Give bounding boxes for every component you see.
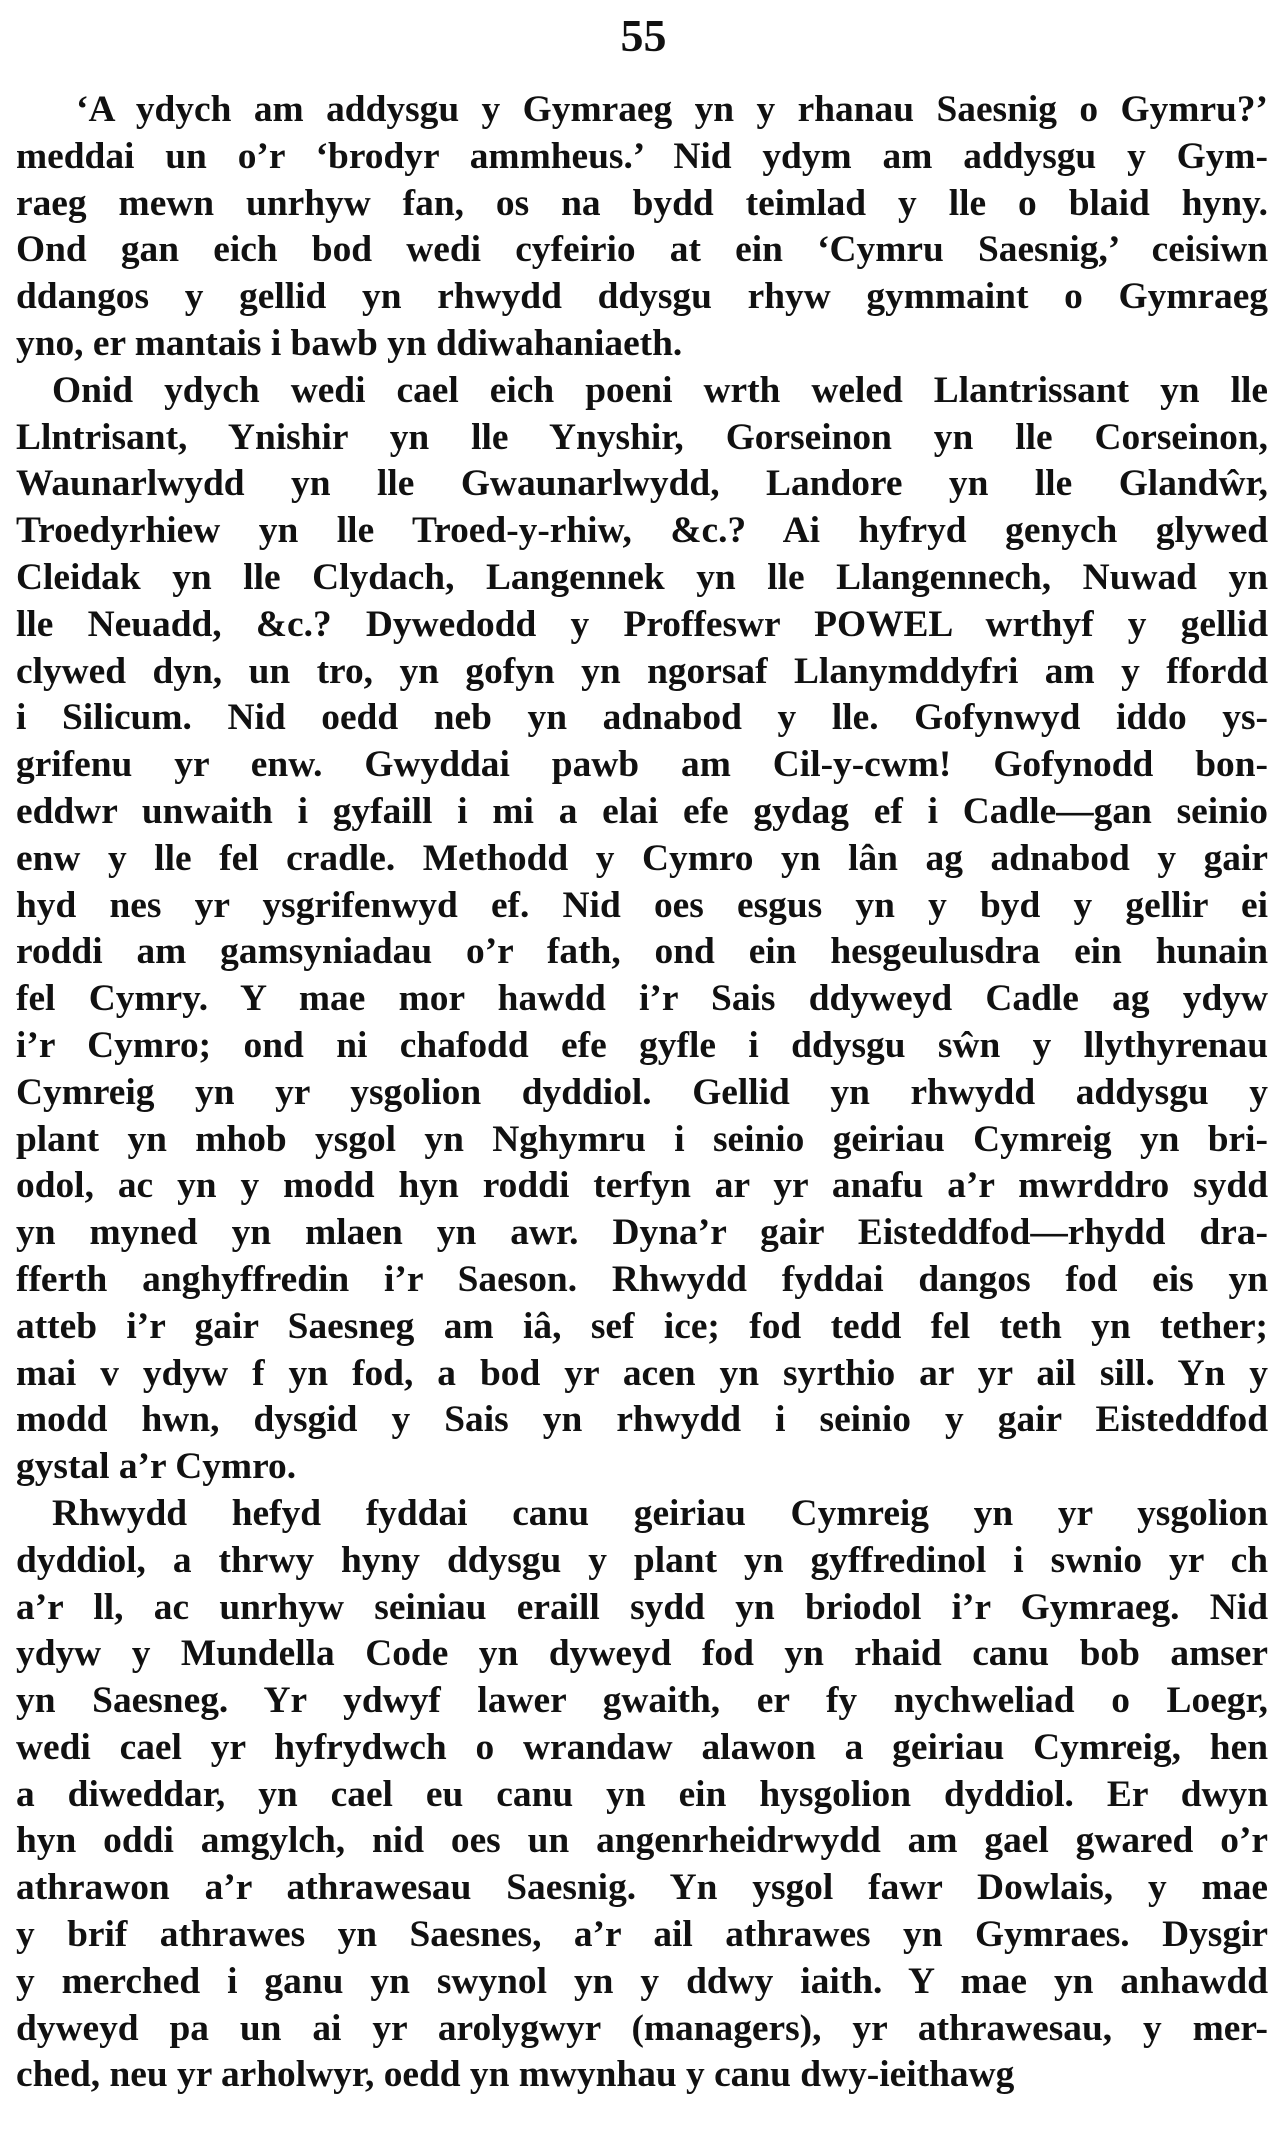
- text-line: Troedyrhiew yn lle Troed-y-rhiw, &c.? Ai hyfryd genych glywed: [16, 510, 1268, 552]
- text-line: hyn oddi amgylch, nid oes un angenrheidrwydd am gael gwared o’r: [16, 1820, 1268, 1862]
- text-line: wedi cael yr hyfrydwch o wrandaw alawon a geiriau Cymreig, hen: [16, 1726, 1268, 1768]
- text-line: Llntrisant, Ynishir yn lle Ynyshir, Gorseinon yn lle Corseinon,: [16, 416, 1268, 458]
- text-line: dyddiol, a thrwy hyny ddysgu y plant yn gyffredinol i swnio yr ch: [16, 1539, 1268, 1581]
- text-line: athrawon a’r athrawesau Saesnig. Yn ysgol fawr Dowlais, y mae: [16, 1867, 1268, 1909]
- text-line: fferth anghyffredin i’r Saeson. Rhwydd fyddai dangos fod eis yn: [16, 1258, 1268, 1300]
- text-line: ‘A ydych am addysgu y Gymraeg yn y rhanau Saesnig o Gymru?’: [76, 89, 1268, 130]
- text-line: modd hwn, dysgid y Sais yn rhwydd i seinio y gair Eisteddfod: [16, 1399, 1268, 1441]
- text-line: roddi am gamsyniadau o’r fath, ond ein hesgeulusdra ein hunain: [16, 931, 1268, 973]
- text-line: lle Neuadd, &c.? Dywedodd y Proffeswr POWEL wrthyf y gellid: [16, 603, 1268, 645]
- text-line: eddwr unwaith i gyfaill i mi a elai efe gydag ef i Cadle—gan seinio: [16, 790, 1268, 832]
- text-line: i Silicum. Nid oedd neb yn adnabod y lle. Gofynwyd iddo ys-: [16, 697, 1268, 739]
- text-line: ddangos y gellid yn rhwydd ddysgu rhyw gymmaint o Gymraeg: [16, 276, 1268, 318]
- text-line: meddai un o’r ‘brodyr ammheus.’ Nid ydym am addysgu y Gym-: [16, 135, 1268, 177]
- text-line: raeg mewn unrhyw fan, os na bydd teimlad y lle o blaid hyny.: [16, 182, 1268, 224]
- text-line: a’r ll, ac unrhyw seiniau eraill sydd yn briodol i’r Gymraeg. Nid: [16, 1586, 1268, 1628]
- text-line: gystal a’r Cymro.: [16, 1446, 297, 1488]
- body-text: [16, 87, 1268, 2099]
- text-line: enw y lle fel cradle. Methodd y Cymro yn lân ag adnabod y gair: [16, 837, 1268, 879]
- page-number: 55: [620, 10, 667, 61]
- text-line: clywed dyn, un tro, yn gofyn yn ngorsaf Llanymddyfri am y ffordd: [16, 650, 1268, 692]
- text-line: ydyw y Mundella Code yn dyweyd fod yn rhaid canu bob amser: [16, 1633, 1268, 1675]
- text-line: yn myned yn mlaen yn awr. Dyna’r gair Eisteddfod—rhydd dra-: [16, 1212, 1268, 1254]
- text-line: Ond gan eich bod wedi cyfeirio at ein ‘Cymru Saesnig,’ ceisiwn: [16, 229, 1268, 271]
- text-line: Rhwydd hefyd fyddai canu geiriau Cymreig yn yr ysgolion: [52, 1492, 1268, 1534]
- text-line: Cymreig yn yr ysgolion dyddiol. Gellid yn rhwydd addysgu y: [16, 1071, 1268, 1113]
- text-line: fel Cymry. Y mae mor hawdd i’r Sais ddyweyd Cadle ag ydyw: [16, 978, 1268, 1020]
- text-line: i’r Cymro; ond ni chafodd efe gyfle i ddysgu sŵn y llythyrenau: [16, 1024, 1268, 1066]
- text-line: a diweddar, yn cael eu canu yn ein hysgolion dyddiol. Er dwyn: [16, 1773, 1268, 1815]
- text-line: odol, ac yn y modd hyn roddi terfyn ar yr anafu a’r mwrddro sydd: [16, 1165, 1268, 1207]
- text-line: plant yn mhob ysgol yn Nghymru i seinio geiriau Cymreig yn bri-: [16, 1118, 1268, 1160]
- text-line: y merched i ganu yn swynol yn y ddwy iaith. Y mae yn anhawdd: [16, 1960, 1268, 2002]
- text-line: Waunarlwydd yn lle Gwaunarlwydd, Landore yn lle Glandŵr,: [16, 463, 1268, 505]
- text-line: grifenu yr enw. Gwyddai pawb am Cil-y-cwm! Gofynodd bon-: [16, 744, 1268, 786]
- text-line: yno, er mantais i bawb yn ddiwahaniaeth.: [16, 322, 683, 364]
- text-line: Cleidak yn lle Clydach, Langennek yn lle Llangennech, Nuwad yn: [16, 556, 1268, 598]
- text-line: Onid ydych wedi cael eich poeni wrth weled Llantrissant yn lle: [52, 369, 1268, 411]
- text-line: hyd nes yr ysgrifenwyd ef. Nid oes esgus yn y byd y gellir ei: [16, 884, 1268, 926]
- text-line: mai v ydyw f yn fod, a bod yr acen yn syrthio ar yr ail sill. Yn y: [16, 1352, 1268, 1394]
- text-line: atteb i’r gair Saesneg am iâ, sef ice; fod tedd fel teth yn tether;: [16, 1305, 1268, 1347]
- text-line: ched, neu yr arholwyr, oedd yn mwynhau y canu dwy-ieithawg: [16, 2054, 1015, 2096]
- text-line: yn Saesneg. Yr ydwyf lawer gwaith, er fy nychweliad o Loegr,: [16, 1680, 1268, 1722]
- text-line: dyweyd pa un ai yr arolygwyr (managers), yr athrawesau, y mer-: [16, 2007, 1268, 2049]
- text-line: y brif athrawes yn Saesnes, a’r ail athrawes yn Gymraes. Dysgir: [16, 1914, 1268, 1956]
